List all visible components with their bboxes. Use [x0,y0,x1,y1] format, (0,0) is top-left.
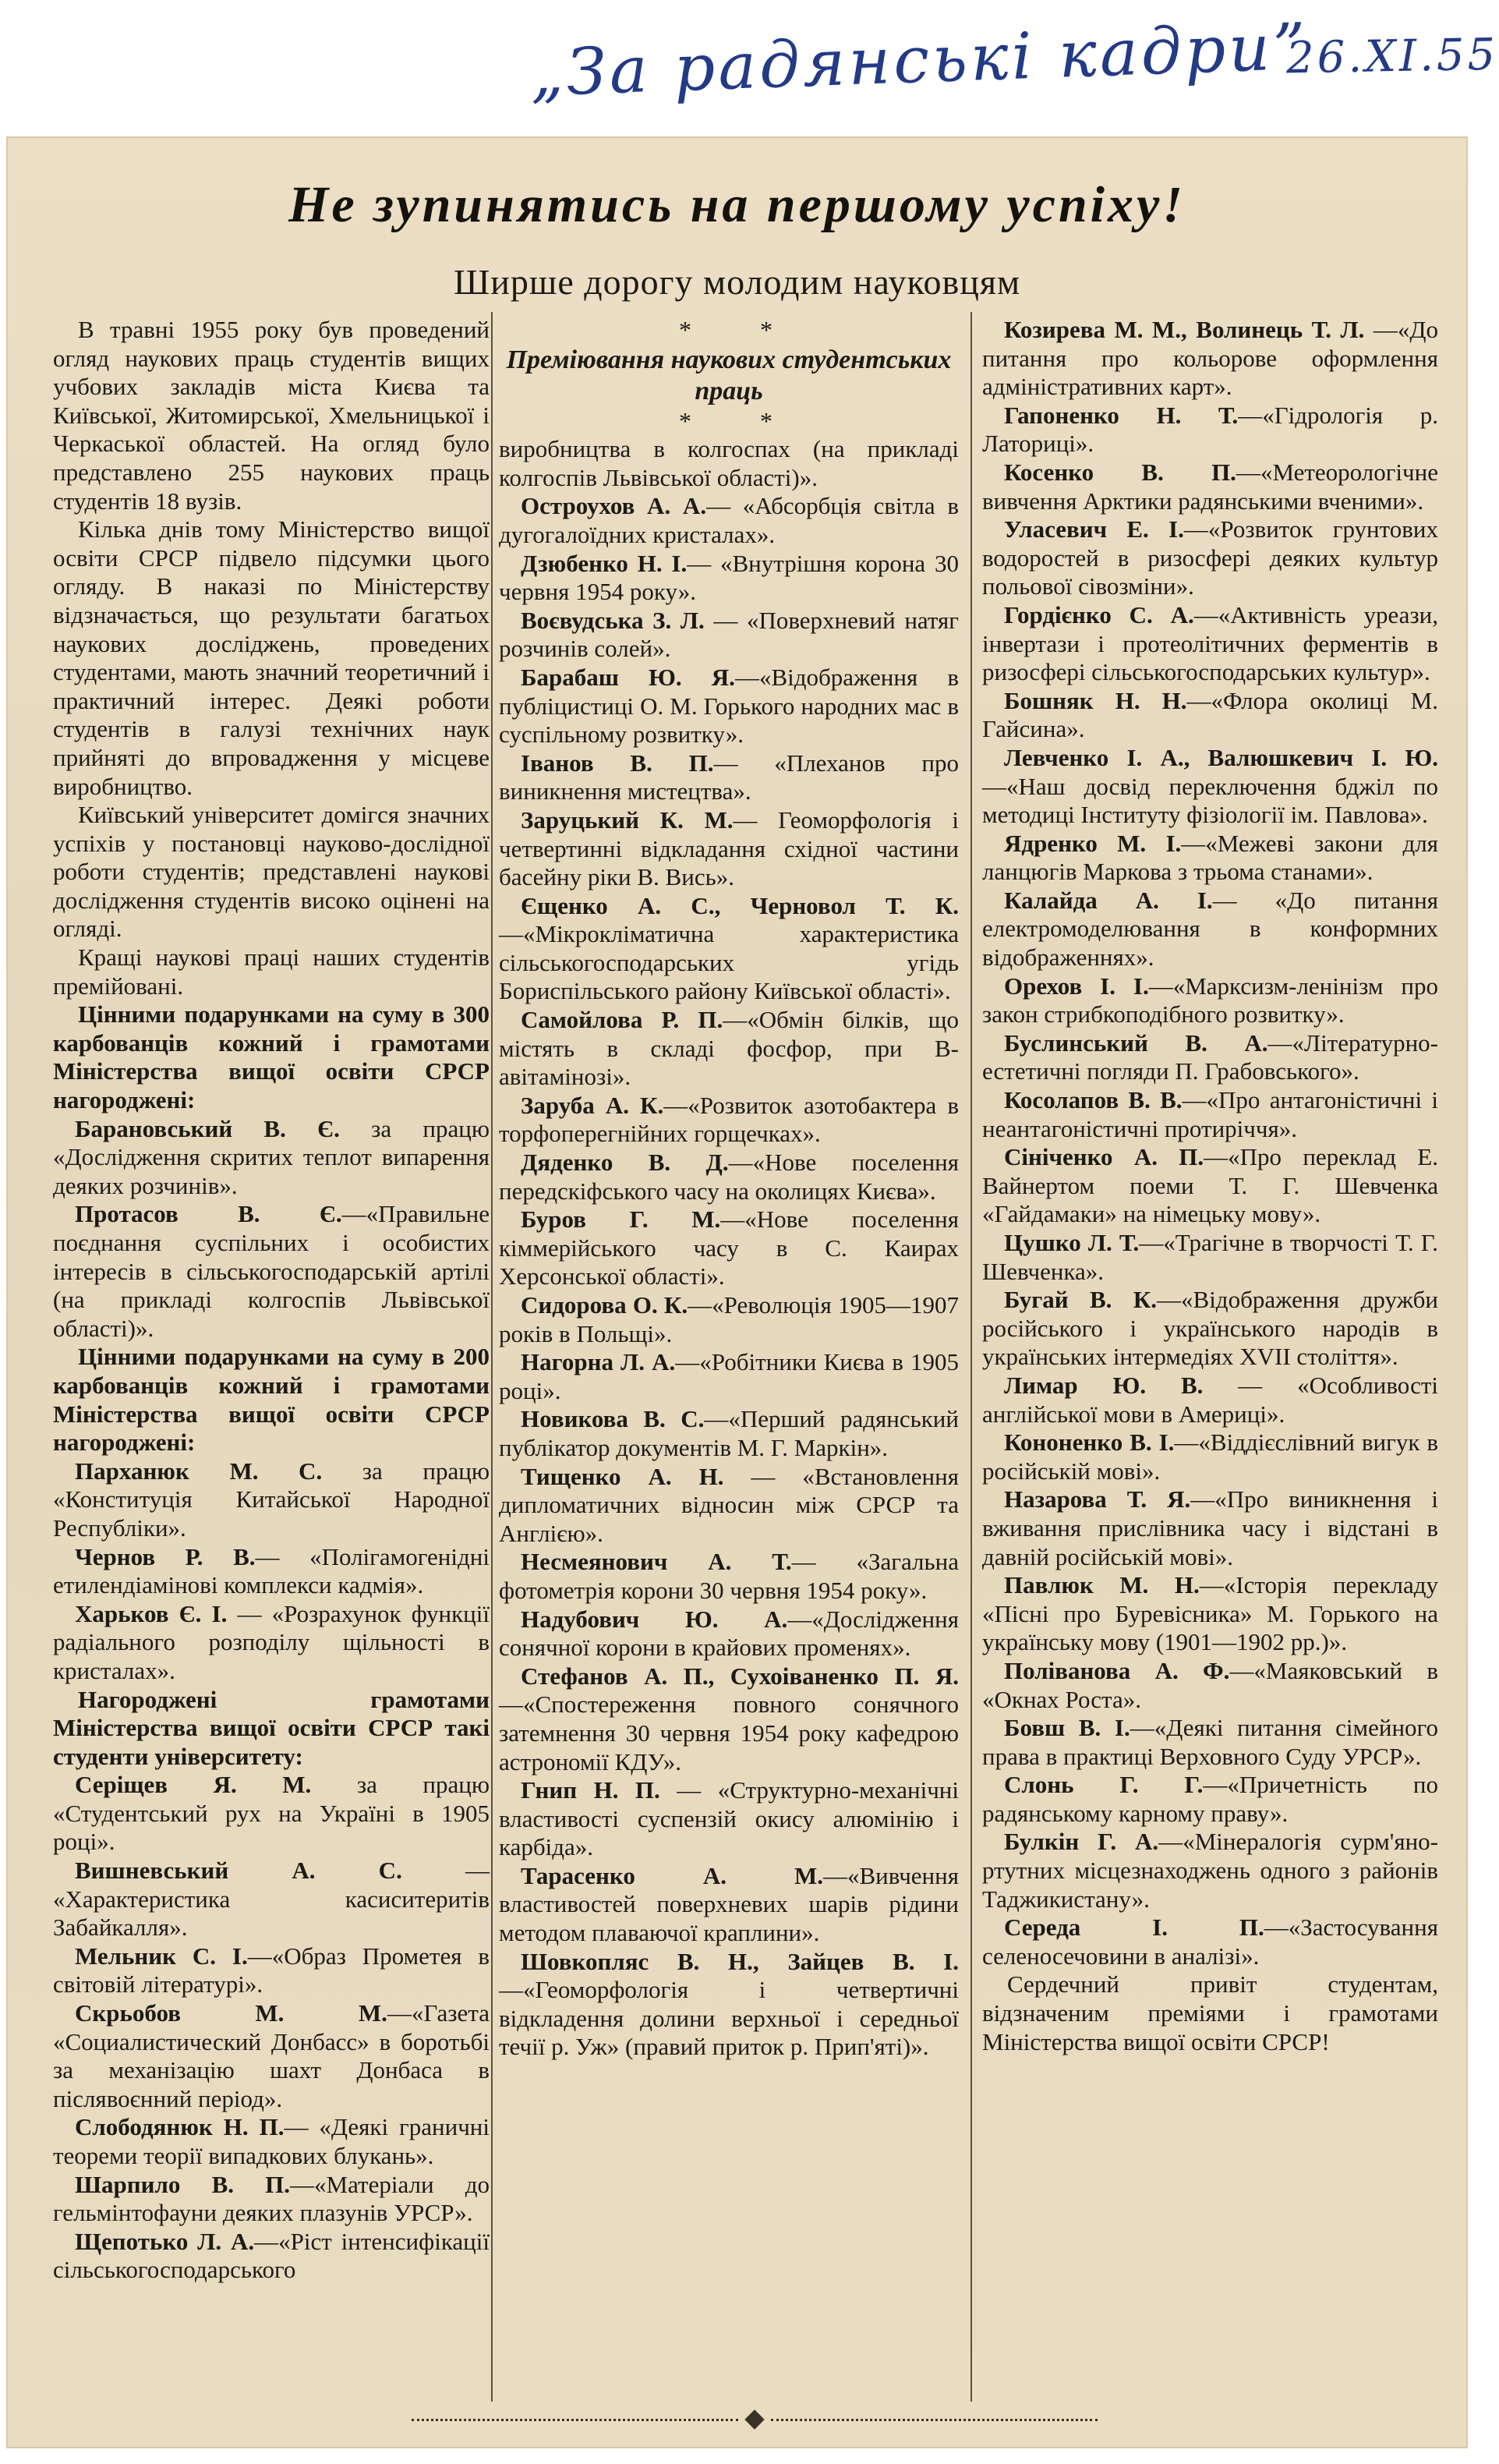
student-name: Цушко Л. Т. [1004,1229,1140,1256]
work-title: —«Історія перекладу «Пісні про Буревісника» М. Горького на українську мову (1901—1902 рр.)». [982,1571,1439,1656]
work-title: — «Плеханов про виникнення мистецтва». [499,749,959,805]
work-title: —«Активність уреази, інвертази і протеолітичних ферментів в ризосфері сільськогосподарських культур». [982,600,1438,686]
work-title: — «Встановлення дипломатичних відносин між СРСР та Англією». [499,1462,959,1547]
award-entry [499,1205,959,1291]
student-name: Барабаш Ю. Я. [521,663,735,691]
award-heading: Нагороджені грамотами Міністерства вищої освіти СРСР такі студенти університету: [53,1685,490,1770]
award-entry [499,607,959,664]
student-name: Барановський В. Є. [75,1114,340,1142]
award-entry [982,1913,1438,1970]
work-title: —«До питання про кольорове оформлення адміністративних карт». [982,316,1438,401]
student-name: Левченко І. А., Валюшкевич І. Ю. [1004,743,1438,771]
work-title: — «Загальна фотометрія корони 30 червня 1954 року». [499,1548,960,1604]
closing-greeting: Сердечний привіт студентам, відзначеним преміями і грамотами Міністерства вищої освіти СРСР! [982,1970,1438,2055]
work-title: — Геоморфологія і четвертинні відкладання східної частини басейну ріки В. Вись». [499,805,959,891]
student-name: Бовш В. І. [1004,1714,1130,1742]
work-title: — «Абсорбція світла в дугогалоїдних кристалах». [499,492,960,548]
award-entry [499,749,959,806]
ornament-line [771,2419,1098,2421]
award-entry [499,1463,959,1549]
work-title: — «Деякі граничні теореми теорії випадкових блукань». [53,2113,490,2169]
work-title: — «Полігамогенідні етилендіамінові комплекси кадмія». [53,1542,490,1599]
award-entry [982,316,1438,402]
student-name: Стефанов А. П., Сухоіваненко П. Я. [521,1662,959,1690]
award-entry [982,687,1438,744]
award-entry [53,1200,490,1343]
student-name: Орехов І. І. [1004,972,1149,1000]
student-name: Булкін Г. А. [1004,1828,1159,1856]
work-title: —«Літературно-естетичні погляди П. Грабовського». [982,1028,1438,1085]
award-entry [53,2171,490,2228]
award-entry [499,1291,959,1348]
award-entry [53,2113,490,2170]
award-entry [982,1571,1438,1657]
student-name: Слонь Г. Г. [1004,1771,1204,1799]
student-name: Надубович Ю. А. [521,1605,788,1633]
work-title: —«Метеорологічне вивчення Арктики радянськими вченими». [982,458,1438,515]
award-entry [982,1229,1438,1286]
award-entry [53,2228,490,2285]
work-title: — «Внутрішня корона 30 червня 1954 року». [499,549,959,606]
work-title: — «Структурно-механічні властивості суспензій окису алюмінію і карбіда». [499,1776,959,1861]
award-entry [53,1115,490,1201]
student-name: Парханюк М. С. [75,1457,323,1485]
student-name: Шарпило В. П. [75,2170,291,2198]
work-title: — «Розрахунок функції радіального розподілу щільності в кристалах». [53,1599,490,1684]
award-entry [499,806,959,892]
award-entry [499,1092,959,1149]
student-name: Воєвудська З. Л. [521,606,705,634]
award-entry [53,1999,490,2113]
award-entry [982,1286,1438,1372]
handwritten-annotation [0,9,1499,133]
ornament-line [412,2419,738,2421]
student-name: Вишневський А. С. [75,1857,402,1885]
article-subhead: Ширше дорогу молодим науковцям [453,262,1021,302]
award-entry [499,1149,959,1205]
award-entry [499,1948,959,2062]
student-name: Харьков Є. І. [75,1599,228,1627]
work-title: —«Вивчення властивостей поверхневих шарів рідини методом плаваючої краплини». [499,1861,959,1947]
award-entry [982,1086,1438,1143]
stars-separator: * * [679,406,804,435]
award-entry [982,1428,1438,1485]
award-entry [53,1942,490,1999]
work-title: —«Образ Прометея в світовій літературі». [53,1942,490,1998]
award-entry [499,492,959,549]
student-name: Заруцький К. М. [521,805,734,834]
student-name: Дяденко В. Д. [521,1149,729,1177]
award-entry [499,550,959,607]
award-entry [499,664,959,749]
work-title: —«Революція 1905—1907 років в Польщі». [499,1291,959,1347]
work-title: —«Геоморфологія і четвертичні відкладення долини верхньої і середньої течії р. Уж» (правий приток р. Прип'яті)». [499,1976,959,2061]
student-name: Слободянюк Н. П. [75,2113,285,2141]
award-entry [499,1006,959,1092]
student-name: Гнип Н. П. [521,1776,660,1804]
work-title: —«Маяковський в «Окнах Роста». [982,1656,1438,1713]
paragraph: В травні 1955 року був проведений огляд наукових праць студентів вищих учбових закладів міста Києва та Київської, Житомирської, Хмельницької і Черкаської областей. На огляд було представлено 255 наукових праць студентів 18 вузів. [53,316,490,515]
work-title: за працю «Конституція Китайської Народної Республіки». [53,1457,490,1542]
work-title: —«Спостереження повного сонячного затемнення 30 червня 1954 року кафедрою астрономії КДУ». [499,1690,959,1775]
bottom-ornament [412,2412,1098,2427]
work-title: —«Застосування селеносечовини в аналізі». [982,1913,1438,1970]
student-name: Тищенко А. Н. [521,1462,724,1490]
student-name: Єщенко А. С., Черновол Т. К. [521,891,959,919]
student-name: Несмеянович А. Т. [521,1548,792,1576]
work-title: — «Особливості англійської мови в Америці». [982,1371,1439,1428]
student-name: Назарова Т. Я. [1004,1485,1191,1513]
paragraph: Кілька днів тому Міністерство вищої освіти СРСР підвело підсумки цього огляду. В наказі по Міністерству відзначається, що результати багатьох наукових досліджень, проведених студентами, мають значний теоретичний і практичний інтерес. Деякі роботи студентів в галузі технічних наук прийняті до впровадження у місцеве виробництво. [53,515,490,800]
student-name: Бошняк Н. Н. [1004,686,1187,714]
award-entry [499,892,959,1006]
student-name: Косолапов В. В. [1004,1086,1183,1114]
award-entry [53,1600,490,1686]
student-name: Іванов В. П. [521,749,714,777]
student-name: Косенко В. П. [1004,458,1236,486]
student-name: Серіщев Я. М. [75,1771,312,1799]
work-title: —«Нове поселення передскіфського часу на околицях Києва». [499,1149,960,1205]
work-title: за працю «Студентський рух на Україні в 1905 році». [53,1771,490,1856]
student-name: Чернов Р. В. [75,1542,256,1570]
award-entry [499,1605,959,1662]
award-heading: Цінними подарунками на суму в 300 карбованців кожний і грамотами Міністерства вищої освіти СРСР нагороджені: [53,1000,490,1114]
award-entry [499,1348,959,1405]
award-entry [982,1485,1438,1571]
work-title: —«Відображення дружби російського і українського народів в українських інтермедіях XVII століття». [982,1286,1438,1371]
work-title: —«Межеві закони для ланцюгів Маркова з трьома станами». [982,829,1438,886]
student-name: Середа І. П. [1004,1913,1264,1942]
student-name: Мельник С. І. [75,1942,248,1970]
student-name: Поліванова А. Ф. [1004,1656,1230,1684]
work-title: —«Про антагоністичні і неантагоністичні протиріччя». [982,1086,1439,1142]
student-name: Протасов В. Є. [75,1200,342,1228]
work-title: —«Розвиток азотобактера в торфоперегнійних горщечках». [499,1091,959,1148]
stars-separator: * * [679,316,804,344]
work-title: —«Газета «Социалистический Донбасс» в боротьбі за механізацію шахт Донбаса в післявоєнний період». [53,1999,490,2112]
award-entry [982,1828,1438,1913]
award-entry [53,1857,490,1942]
student-name: Гапоненко Н. Т. [1004,401,1239,429]
work-title: —«Робітники Києва в 1905 році». [499,1348,959,1404]
work-title: —«Віддієслівний вигук в російській мові». [982,1428,1438,1485]
work-title: —«Гідрологія р. Латориці». [982,401,1438,458]
award-entry [982,515,1438,601]
work-title: —«Деякі питання сімейного права в практиці Верховного Суду УРСР». [982,1714,1438,1770]
student-name: Ядренко М. І. [1004,829,1182,857]
student-name: Гордієнко С. А. [1004,600,1194,628]
diamond-icon [744,2409,764,2429]
award-entry [499,1405,959,1462]
work-title: —«Мінералогія сурм'яно-ртутних місцезнаходжень одного з районів Таджикистану». [982,1828,1438,1913]
award-entry [53,1457,490,1543]
award-entry [982,601,1438,687]
work-title: —«Правильне поєднання суспільних і особистих інтересів в сільськогосподарській артілі (на прикладі колгоспів Львівської області)». [53,1200,490,1342]
work-title: —«Марксизм-ленінізм про закон стрибкоподібного розвитку». [982,972,1438,1028]
student-name: Буслинський В. А. [1004,1028,1268,1057]
column-1 [53,316,490,2285]
award-entry [982,1372,1438,1428]
work-title: — «Поверхневий натяг розчинів солей». [499,606,959,663]
award-entry [982,1657,1438,1714]
work-title: —«Дослідження сонячної корони в крайових променях». [499,1605,959,1662]
award-entry [982,830,1438,887]
student-name: Сидорова О. К. [521,1291,688,1319]
student-name: Щепотько Л. А. [75,2227,255,2255]
work-title: —«Ріст інтенсифікації сільськогосподарського [53,2227,490,2284]
work-title: —«Нове поселення кіммерійського часу в С. Каирах Херсонської області». [499,1205,960,1290]
award-entry [982,887,1438,972]
column-3 [982,316,1438,2056]
award-entry [53,1771,490,1857]
student-name: Сініченко А. П. [1004,1143,1204,1171]
award-entry [53,1543,490,1600]
work-title: —«Наш досвід переключення бджіл по методиці Інституту фізіології ім. Павлова». [982,772,1438,829]
student-name: Буров Г. М. [521,1205,721,1234]
paragraph-continuation: виробництва в колгоспах (на прикладі колгоспів Львівської області)». [499,435,959,491]
work-title: — «Характеристика касиситеритів Забайкалля». [53,1857,490,1942]
work-title: —«Обмін білків, що містять в складі фосфор, при В-авітамінозі». [499,1006,959,1091]
award-entry [982,972,1438,1029]
column-2 [499,316,959,2062]
student-name: Дзюбенко Н. І. [521,549,688,577]
award-entry [499,1548,959,1605]
handwritten-title: „За радянські кадри” [529,9,1310,112]
award-entry [499,1776,959,1862]
student-name: Козирева М. М., Волинець Т. Л. [1004,316,1365,343]
student-name: Кононенко В. І. [1004,1428,1175,1457]
work-title: —«Про виникнення і вживання прислівника часу і відстані в давній російській мові». [982,1485,1438,1570]
newspaper-clipping [6,136,1468,2448]
award-entry [982,1143,1438,1229]
student-name: Шовкопляс В. Н., Зайцев В. І. [521,1947,959,1975]
paragraph: Кращі наукові праці наших студентів премійовані. [53,943,490,1000]
student-name: Заруба А. К. [521,1091,664,1119]
student-name: Скрьобов М. М. [75,1999,387,2027]
work-title: —«Перший радянський публікатор документів М. Г. Маркін». [499,1405,959,1461]
work-title: —«Мікрокліматична характеристика сільськогосподарських угідь Бориспільського району Київської області». [499,920,959,1005]
student-name: Лимар Ю. В. [1004,1371,1204,1399]
student-name: Уласевич Е. І. [1004,515,1184,543]
work-title: —«Причетність по радянському карному праву». [982,1771,1438,1827]
work-title: —«Матеріали до гельмінтофауни деяких плазунів УРСР». [53,2170,490,2227]
student-name: Калайда А. І. [1004,886,1213,914]
article-headline: Не зупинятись на першому успіху! [288,176,1186,233]
award-entry [499,1862,959,1948]
student-name: Новикова В. С. [521,1405,705,1433]
column-rule [491,312,493,2402]
award-entry [982,1714,1438,1771]
student-name: Нагорна Л. А. [521,1348,676,1376]
student-name: Самойлова Р. П. [521,1006,723,1034]
award-entry [982,402,1438,458]
student-name: Тарасенко А. М. [521,1861,823,1889]
award-entry [499,1662,959,1776]
award-entry [982,458,1438,515]
student-name: Бугай В. К. [1004,1286,1158,1314]
student-name: Павлюк М. Н. [1004,1571,1200,1599]
award-entry [982,1029,1438,1086]
handwritten-date: 26.XI.55 [1285,29,1499,84]
work-title: —«Флора околиці М. Гайсина». [982,686,1438,743]
paragraph: Київський університет домігся значних успіхів у постановці науково-дослідної роботи студентів; представлені наукові дослідження студентів високо оцінені на огляді. [53,801,490,943]
work-title: —«Трагічне в творчості Т. Г. Шевченка». [982,1229,1438,1285]
work-title: за працю «Дослідження скритих теплот випарення деяких розчинів». [53,1114,490,1199]
student-name: Остроухов А. А. [521,492,707,520]
award-entry [982,744,1438,830]
column-rule [970,312,972,2402]
work-title: —«Розвиток грунтових водоростей в ризосфері деяких культур польової сівозміни». [982,515,1439,600]
award-heading: Цінними подарунками на суму в 200 карбованців кожний і грамотами Міністерства вищої освіти СРСР нагороджені: [53,1343,490,1457]
work-title: —«Відображення в публіцистиці О. М. Горького народних мас в суспільному розвитку». [499,663,959,749]
section-title: Преміювання наукових студентських праць [506,345,952,405]
award-entry [982,1771,1438,1828]
work-title: — «До питання електромоделювання в конформних відображеннях». [982,886,1438,972]
work-title: —«Про переклад Е. Вайнертом поеми Т. Г. Шевченка «Гайдамаки» на німецьку мову». [982,1143,1438,1228]
